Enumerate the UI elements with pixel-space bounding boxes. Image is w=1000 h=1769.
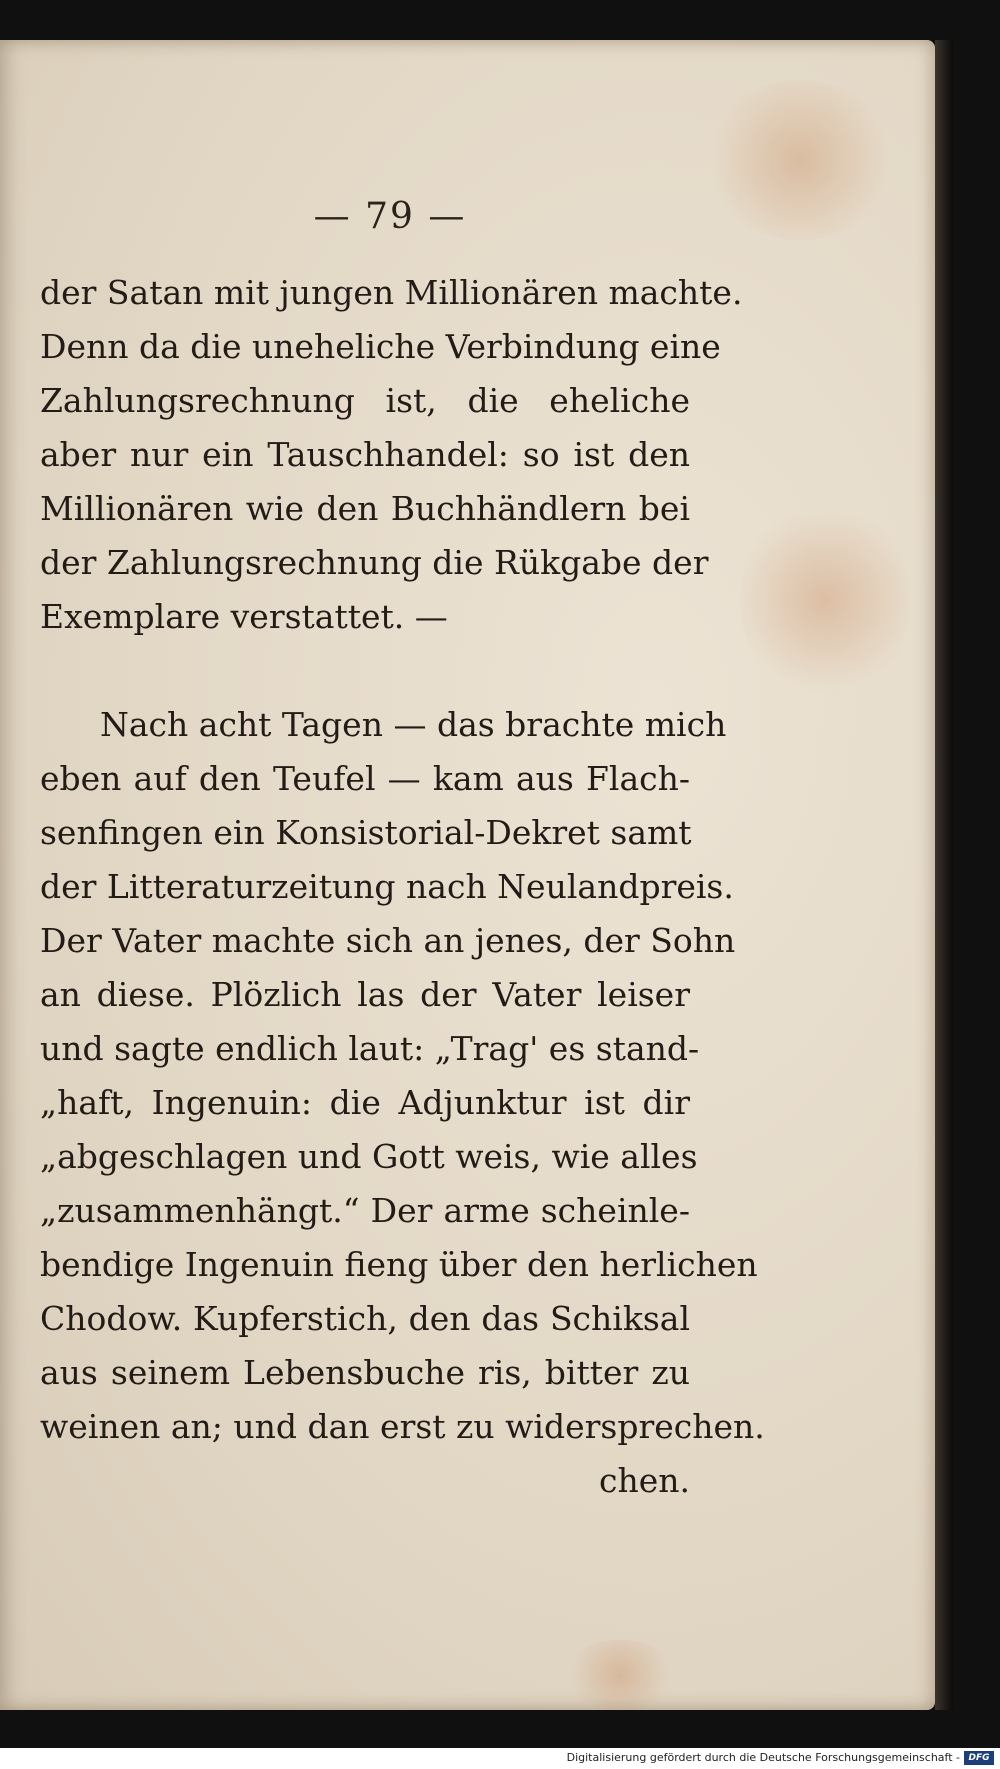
- body-text: [40, 266, 765, 1508]
- text-line: Millionären wie den Buchhändlern bei: [40, 489, 690, 528]
- text-line: „abgeschlagen und Gott weis, wie alles: [40, 1137, 698, 1176]
- text-line: senfingen ein Konsistorial-Dekret samt: [40, 813, 692, 852]
- page-number: — 79 —: [313, 196, 467, 237]
- dfg-logo-icon: DFG: [964, 1751, 994, 1765]
- catchword: chen.: [598, 1461, 690, 1500]
- text-line: Zahlungsrechnung ist, die eheliche: [40, 381, 690, 420]
- text-line: der Satan mit jungen Millionären machte.: [40, 273, 743, 312]
- funding-notice: Digitalisierung gefördert durch die Deutsche Forschungsgemeinschaft -: [566, 1751, 960, 1764]
- text-line: Denn da die uneheliche Verbindung eine: [40, 327, 721, 366]
- text-line: Nach acht Tagen — das brachte mich: [100, 705, 727, 744]
- paper-stain: [560, 1640, 680, 1710]
- page-edge: [935, 40, 953, 1710]
- text-line: weinen an; und dan erst zu widersprechen.: [40, 1407, 765, 1446]
- footer-bar: [0, 1748, 1000, 1769]
- text-line: „haft, Ingenuin: die Adjunktur ist dir: [40, 1083, 690, 1122]
- text-line: an diese. Plözlich las der Vater leiser: [40, 975, 690, 1014]
- text-line: der Litteraturzeitung nach Neulandpreis.: [40, 867, 734, 906]
- text-line: aber nur ein Tauschhandel: so ist den: [40, 435, 690, 474]
- paper-stain: [700, 80, 900, 240]
- paper-stain: [740, 500, 910, 700]
- text-line: „zusammenhängt.“ Der arme scheinle-: [40, 1191, 690, 1230]
- text-line: und sagte endlich laut: „Trag' es stand-: [40, 1029, 700, 1068]
- text-line: Chodow. Kupferstich, den das Schiksal: [40, 1299, 690, 1338]
- text-line: bendige Ingenuin fieng über den herlichen: [40, 1245, 758, 1284]
- text-line: aus seinem Lebensbuche ris, bitter zu: [40, 1353, 690, 1392]
- text-line: der Zahlungsrechnung die Rükgabe der: [40, 543, 709, 582]
- text-line: eben auf den Teufel — kam aus Flach-: [40, 759, 690, 798]
- text-line: Exemplare verstattet. —: [40, 597, 448, 636]
- paragraph-gap: [40, 644, 690, 698]
- text-line: Der Vater machte sich an jenes, der Sohn: [40, 921, 736, 960]
